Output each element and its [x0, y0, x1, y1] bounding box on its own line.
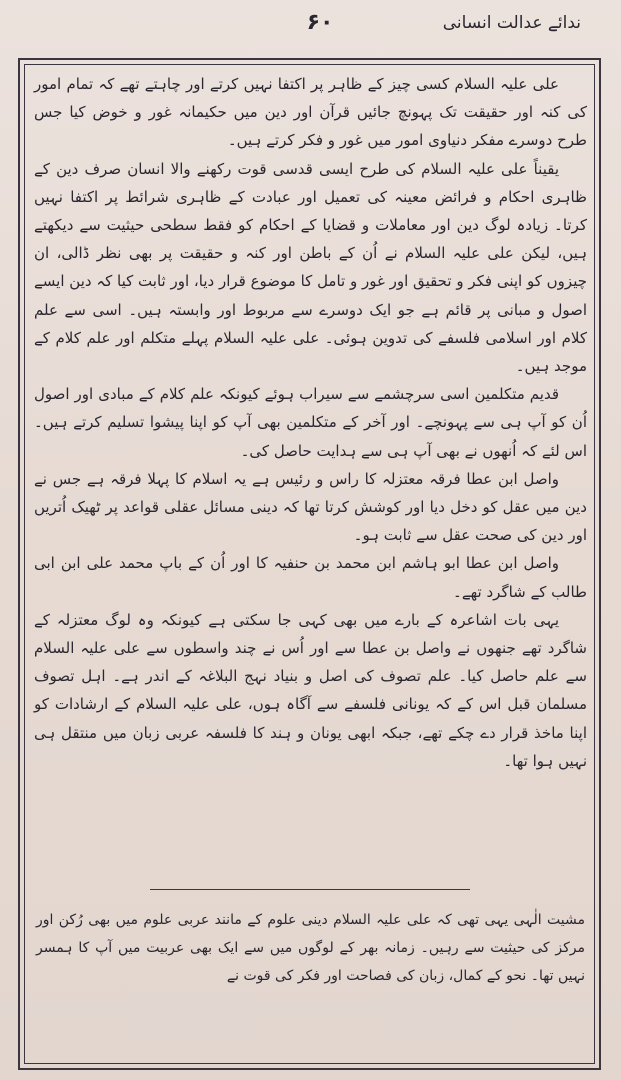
paragraph: علی علیہ السلام کسی چیز کے ظاہر پر اکتفا نہیں کرتے اور چاہتے تھے کہ تمام امور کی کنہ اور حقیقت تک پہونچ جائیں قرآن اور دین میں حکیمانہ غور و خوض کیا جس طرح دوسرے مفکر دنیاوی امور میں غور و فکر کرتے ہیں۔	[34, 75, 587, 150]
paragraph: واصل ابن عطا ابو ہاشم ابن محمد بن حنفیہ کا اور اُن کے باپ محمد علی ابن ابی طالب کے شاگرد تھے۔	[34, 554, 587, 601]
main-text	[34, 70, 587, 775]
footnote-paragraph: مشیت الٰہی یہی تھی کہ علی علیہ السلام دینی علوم کے مانند عربی علوم میں بھی رُکن اور مرکز کی حیثیت سے رہیں۔ زمانہ بھر کے لوگوں میں سے ایک بھی عربیت میں آپ کا ہمسر نہیں تھا۔ نحو کے کمال، زبان کی فصاحت اور فکر کی قوت نے	[36, 912, 585, 984]
page-header	[0, 6, 621, 46]
page-number: ۶۰	[306, 10, 334, 35]
paragraph: یقیناً علی علیہ السلام کی طرح ایسی قدسی قوت رکھنے والا انسان صرف دین کے ظاہری احکام و فرائض معینہ کی تعمیل اور عبادت کے ظاہری شرائط پر اکتفا نہیں کرتا۔ زیادہ لوگ دین اور معاملات و قضایا کے احکام کو فقط سطحی حیثیت سے دیکھتے ہیں، لیکن علی علیہ السلام نے اُن کے باطن اور کنہ و حقیقت پر بھی نظر ڈالی، ان چیزوں کو اپنی فکر و تحقیق اور غور و تامل کا موضوع قرار دیا، اور ثابت کیا کہ دین ایسے اصول و مبانی پر قائم ہے جو ایک دوسرے سے مربوط اور وابستہ ہیں۔ اسی سے علم کلام اور اسلامی فلسفے کی تدوین ہوئی۔ علی علیہ السلام پہلے متکلم اور علم کلام کے موجد ہیں۔	[34, 159, 587, 376]
paragraph: قدیم متکلمین اسی سرچشمے سے سیراب ہوئے کیونکہ علم کلام کے مبادی اور اصول اُن کو آپ ہی سے پہونچے۔ اور آخر کے متکلمین بھی آپ کو اپنا پیشوا تسلیم کرتے ہیں۔ اس لئے کہ اُنھوں نے بھی آپ ہی سے ہدایت حاصل کی۔	[34, 385, 587, 460]
paragraph: یہی بات اشاعرہ کے بارے میں بھی کہی جا سکتی ہے کیونکہ وہ لوگ معتزلہ کے شاگرد تھے جنھوں نے واصل بن عطا سے اور اُس نے چند واسطوں سے علی علیہ السلام سے علم حاصل کیا۔ علم تصوف کی اصل و بنیاد نہج البلاغہ کے اندر ہے۔ اہل تصوف مسلمان قبل اس کے کہ یونانی فلسفے سے آگاہ ہوں، علی علیہ السلام کے ارشادات کو اپنا ماخذ قرار دے چکے تھے، جبکہ ابھی یونان و ہند کا فلسفہ عربی زبان میں منتقل ہی نہیں ہوا تھا۔	[34, 610, 587, 770]
footnote	[36, 906, 585, 990]
paragraph: واصل ابن عطا فرقہ معتزلہ کا راس و رئیس ہے یہ اسلام کا پہلا فرقہ ہے جس نے دین میں عقل کو دخل دیا اور کوشش کرتا تھا کہ دینی مسائل عقلی قواعد پر ٹھیک اُتریں اور دین کی صحت عقل سے ثابت ہو۔	[34, 469, 587, 545]
running-title: ندائے عدالت انسانی	[442, 13, 581, 33]
footnote-divider	[150, 889, 470, 890]
